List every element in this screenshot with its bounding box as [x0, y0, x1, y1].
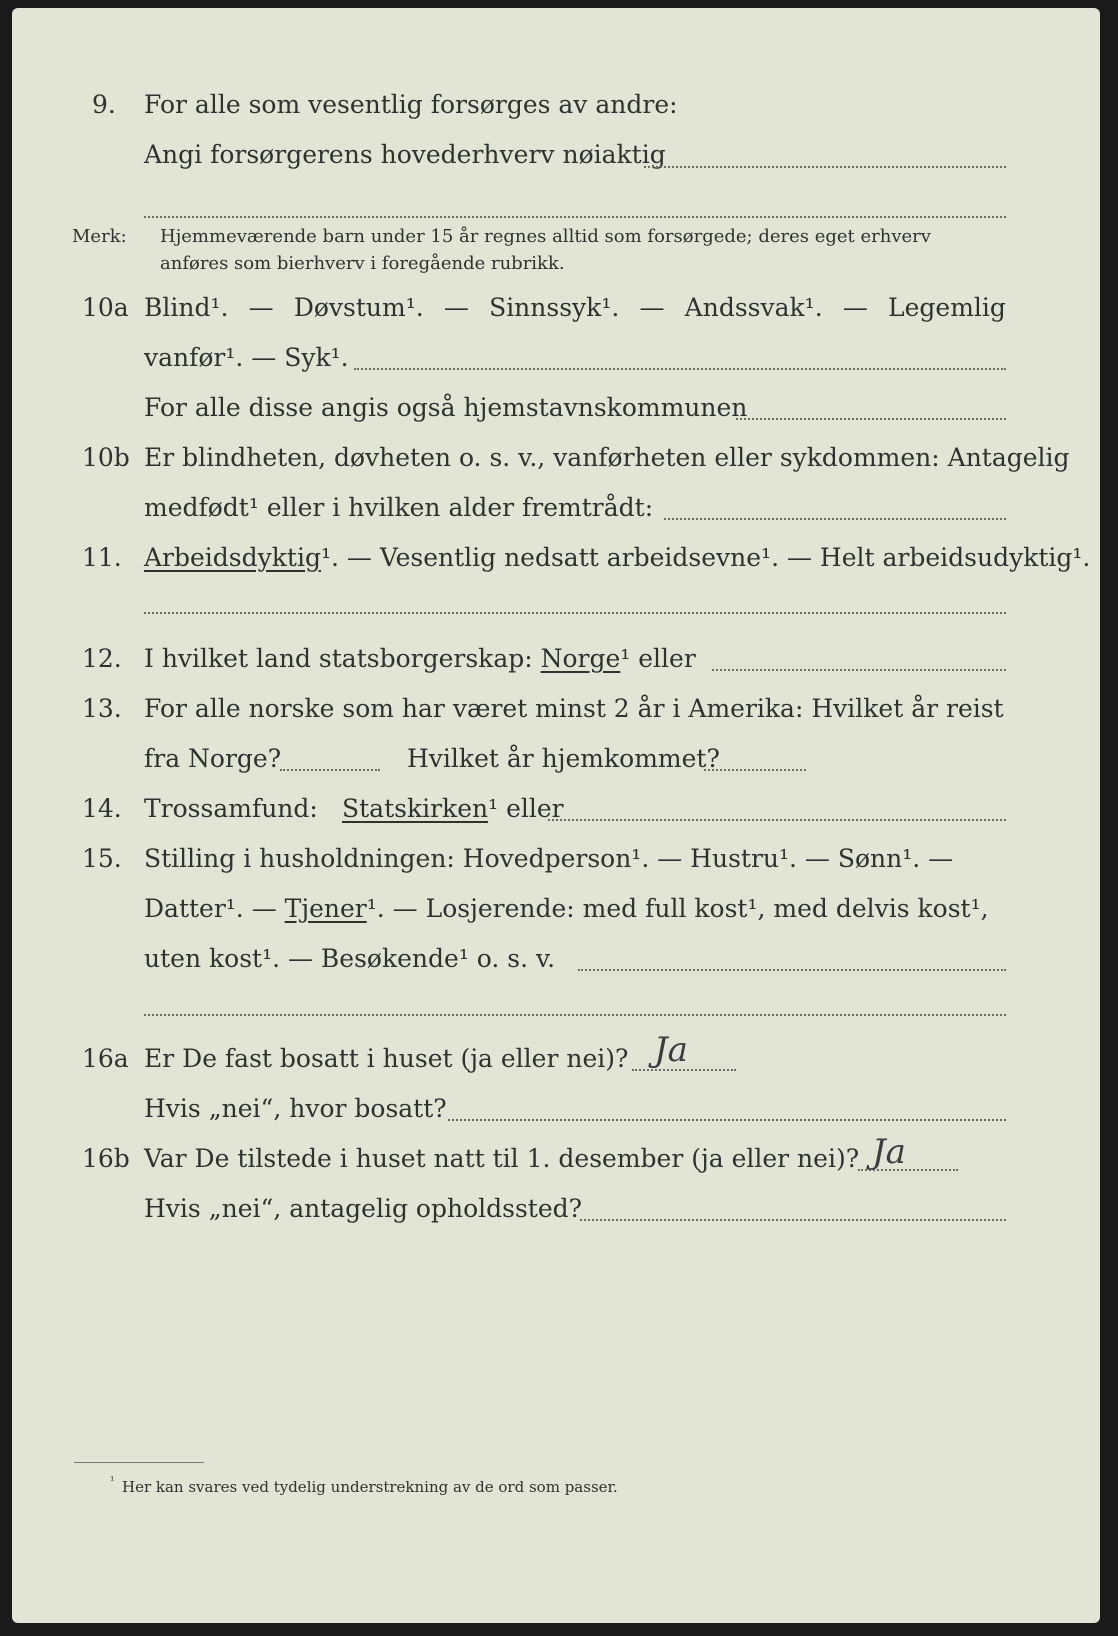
q12-text: [144, 644, 696, 673]
q16b-opholdssted-line[interactable]: [580, 1219, 1006, 1221]
dash: —: [842, 293, 868, 322]
q14-eller: ¹ eller: [488, 794, 564, 823]
dash: —: [248, 293, 274, 322]
q13-hjemkommet-answer-line[interactable]: [704, 769, 806, 771]
q9-line2: [12, 140, 1100, 180]
q14-prompt: Trossamfund:: [144, 794, 318, 823]
q13-reist-answer-line[interactable]: [280, 769, 380, 771]
merk-label: Merk:: [72, 226, 127, 247]
q10a-opt-andssvak: Andssvak¹.: [684, 293, 823, 322]
q14-number: 14.: [82, 794, 122, 823]
q10a-hjemstavn: For alle disse angis også hjemstavnskommunen: [144, 393, 748, 422]
q15-losjerende: ¹. — Losjerende: med full kost¹, med delvis kost¹,: [366, 894, 989, 923]
q12-opt-norge-underlined[interactable]: Norge: [540, 644, 621, 673]
q10b-subtext: medfødt¹ eller i hvilken alder fremtrådt:: [144, 493, 654, 522]
q16a-subtext: Hvis „nei“, hvor bosatt?: [144, 1094, 447, 1123]
q16a-handwritten-answer[interactable]: Ja: [654, 1030, 688, 1070]
q16b-line2: [12, 1194, 1100, 1234]
q15-text2: [144, 894, 989, 923]
q16a-line1: [12, 1044, 1100, 1084]
q14-options: [342, 794, 564, 823]
q12-answer-line[interactable]: [712, 669, 1006, 671]
q10a-line2: [12, 343, 1100, 383]
q13-reist: fra Norge?: [144, 744, 282, 773]
q11-options: [144, 543, 1090, 572]
q16b-subtext: Hvis „nei“, antagelig opholdssted?: [144, 1194, 583, 1223]
q16b-answer-line[interactable]: [858, 1169, 958, 1171]
q12-prompt: I hvilket land statsborgerskap:: [144, 644, 533, 673]
q10a-opt-sinnssyk: Sinnssyk¹.: [489, 293, 620, 322]
q10a-vanfor-syk: vanfør¹. — Syk¹.: [144, 343, 349, 372]
q9-number: 9.: [92, 90, 116, 119]
q13-text: For alle norske som har været minst 2 år i Amerika: Hvilket år reist: [144, 694, 1004, 723]
q9-text: For alle som vesentlig forsørges av andre:: [144, 90, 678, 119]
q13-hjemkommet: Hvilket år hjemkommet?: [407, 744, 720, 773]
footnote: [110, 1474, 618, 1496]
q10a-opt-legemlig: Legemlig: [888, 293, 1006, 322]
q15-datter: Datter¹. —: [144, 894, 277, 923]
q11-line: [12, 543, 1100, 583]
q16a-line2: [12, 1094, 1100, 1134]
q15-text3: uten kost¹. — Besøkende¹ o. s. v.: [144, 944, 556, 973]
q15-blank-line[interactable]: [144, 1014, 1006, 1016]
q16a-number: 16a: [82, 1044, 129, 1073]
q14-line: [12, 794, 1100, 834]
q11-number: 11.: [82, 543, 122, 572]
q15-number: 15.: [82, 844, 122, 873]
census-form-page: [12, 8, 1100, 1623]
merk-note-line2: anføres som bierhverv i foregående rubrikk.: [160, 253, 565, 274]
q15-line2: [12, 894, 1100, 934]
q10a-line1: [12, 293, 1100, 333]
q15-text: Stilling i husholdningen: Hovedperson¹. — Hustru¹. — Sønn¹. —: [144, 844, 954, 873]
q10b-number: 10b: [82, 443, 130, 472]
q14-opt-statskirken-underlined[interactable]: Statskirken: [342, 794, 489, 823]
merk-text: Hjemmeværende barn under 15 år regnes alltid som forsørgede; deres eget erhverv: [160, 226, 931, 247]
q11-rest: ¹. — Vesentlig nedsatt arbeidsevne¹. — Helt arbeidsudyktig¹.: [320, 543, 1091, 572]
footnote-text: Her kan svares ved tydelig understrekning av de ord som passer.: [122, 1478, 618, 1496]
q16a-text: Er De fast bosatt i huset (ja eller nei)?: [144, 1044, 629, 1073]
q11-opt-arbeidsdyktig-underlined[interactable]: Arbeidsdyktig: [144, 543, 321, 572]
q11-blank-line[interactable]: [144, 612, 1006, 614]
merk-note-line1: [72, 226, 931, 247]
q10a-answer-line[interactable]: [354, 368, 1006, 370]
footnote-divider: [74, 1462, 204, 1463]
q16b-handwritten-answer[interactable]: Ja: [872, 1132, 906, 1172]
q10a-hjemstavn-line[interactable]: [736, 418, 1006, 420]
q10a-options: [144, 293, 1006, 322]
footnote-mark: ¹: [110, 1474, 115, 1487]
dash: —: [443, 293, 469, 322]
q9-subtext: Angi forsørgerens hovederhverv nøiaktig: [144, 140, 666, 169]
q10a-opt-blind: Blind¹.: [144, 293, 229, 322]
q9-line1: [12, 90, 1100, 130]
q10a-number: 10a: [82, 293, 129, 322]
q16b-line1: [12, 1144, 1100, 1184]
q10b-answer-line[interactable]: [664, 518, 1006, 520]
q10b-text: Er blindheten, døvheten o. s. v., vanførheten eller sykdommen: Antagelig: [144, 443, 1070, 472]
q9-blank-line[interactable]: [144, 216, 1006, 218]
q10a-opt-dovstum: Døvstum¹.: [293, 293, 424, 322]
q12-line: [12, 644, 1100, 684]
q16a-bosatt-line[interactable]: [448, 1119, 1006, 1121]
q13-line2: [12, 744, 1100, 784]
q15-answer-line[interactable]: [578, 969, 1006, 971]
q13-number: 13.: [82, 694, 122, 723]
dash: —: [639, 293, 665, 322]
q16b-text: Var De tilstede i huset natt til 1. desember (ja eller nei)?: [144, 1144, 860, 1173]
q12-number: 12.: [82, 644, 122, 673]
q16a-answer-line[interactable]: [632, 1069, 736, 1071]
q15-line1: [12, 844, 1100, 884]
q10a-line3: [12, 393, 1100, 433]
q15-opt-tjener-underlined[interactable]: Tjener: [284, 894, 367, 923]
q14-answer-line[interactable]: [548, 819, 1006, 821]
q16b-number: 16b: [82, 1144, 130, 1173]
q15-line3: [12, 944, 1100, 984]
q10b-line2: [12, 493, 1100, 533]
q10b-line1: [12, 443, 1100, 483]
q13-line1: [12, 694, 1100, 734]
q9-answer-line[interactable]: [644, 166, 1006, 168]
q12-eller: ¹ eller: [620, 644, 696, 673]
